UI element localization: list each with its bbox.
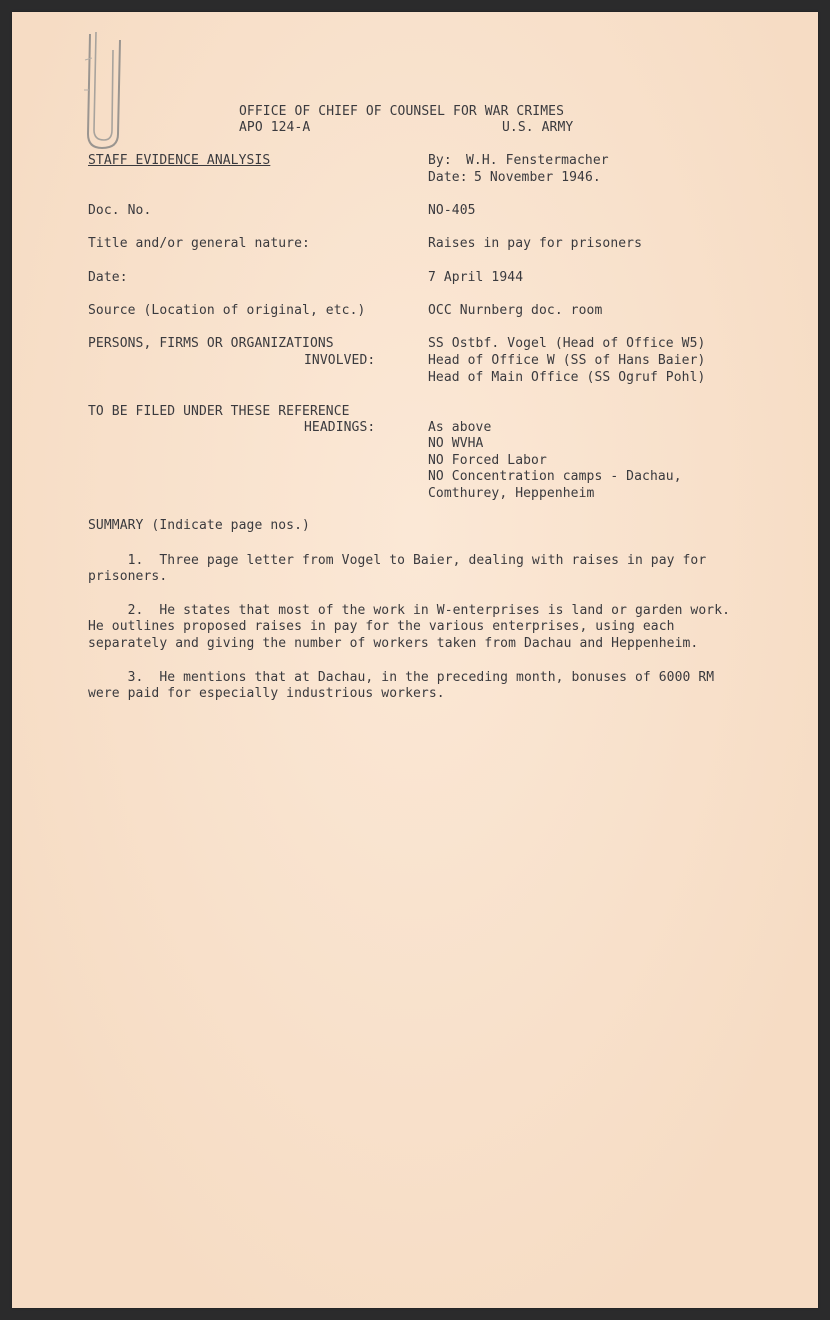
header-apo: APO 124-A	[239, 120, 311, 135]
file-value: NO Forced Labor	[428, 453, 547, 468]
persons-value: SS Ostbf. Vogel (Head of Office W5)	[428, 336, 706, 351]
source-label: Source (Location of original, etc.)	[88, 303, 366, 318]
source-value: OCC Nurnberg doc. room	[428, 303, 603, 318]
date-label: Date:	[428, 170, 468, 185]
summary-paragraph-2: 2. He states that most of the work in W-enterprises is land or garden work.	[88, 603, 731, 618]
file-value: NO Concentration camps - Dachau,	[428, 469, 682, 484]
persons-value: Head of Main Office (SS Ogruf Pohl)	[428, 370, 706, 385]
summary-paragraph-3: 3. He mentions that at Dachau, in the preceding month, bonuses of 6000 RM	[88, 670, 715, 685]
title-nature-label: Title and/or general nature:	[88, 236, 310, 251]
doc-no-label: Doc. No.	[88, 203, 152, 218]
document-page	[12, 12, 818, 1308]
file-label: TO BE FILED UNDER THESE REFERENCE	[88, 404, 350, 419]
paperclip-icon	[82, 30, 126, 152]
by-label: By:	[428, 153, 452, 168]
summary-paragraph-3: were paid for especially industrious workers.	[88, 686, 445, 701]
doc-date-label: Date:	[88, 270, 128, 285]
file-value: NO WVHA	[428, 436, 484, 451]
summary-heading: SUMMARY (Indicate page nos.)	[88, 518, 310, 533]
file-label-headings: HEADINGS:	[304, 420, 376, 435]
doc-date-value: 7 April 1944	[428, 270, 524, 285]
date-value: 5 November 1946.	[474, 170, 601, 185]
persons-label: PERSONS, FIRMS OR ORGANIZATIONS	[88, 336, 334, 351]
summary-paragraph-2: He outlines proposed raises in pay for the various enterprises, using each	[88, 619, 675, 634]
form-title: STAFF EVIDENCE ANALYSIS	[88, 153, 271, 168]
header-army: U.S. ARMY	[502, 120, 574, 135]
summary-paragraph-1: prisoners.	[88, 569, 168, 584]
header-office: OFFICE OF CHIEF OF COUNSEL FOR WAR CRIMES	[239, 104, 564, 119]
file-value: As above	[428, 420, 492, 435]
doc-no-value: NO-405	[428, 203, 476, 218]
file-value: Comthurey, Heppenheim	[428, 486, 595, 501]
by-value: W.H. Fenstermacher	[466, 153, 609, 168]
persons-label-involved: INVOLVED:	[304, 353, 376, 368]
summary-paragraph-1: 1. Three page letter from Vogel to Baier, dealing with raises in pay for	[88, 553, 707, 568]
persons-value: Head of Office W (SS of Hans Baier)	[428, 353, 706, 368]
summary-paragraph-2: separately and giving the number of workers taken from Dachau and Heppenheim.	[88, 636, 699, 651]
title-nature-value: Raises in pay for prisoners	[428, 236, 643, 251]
